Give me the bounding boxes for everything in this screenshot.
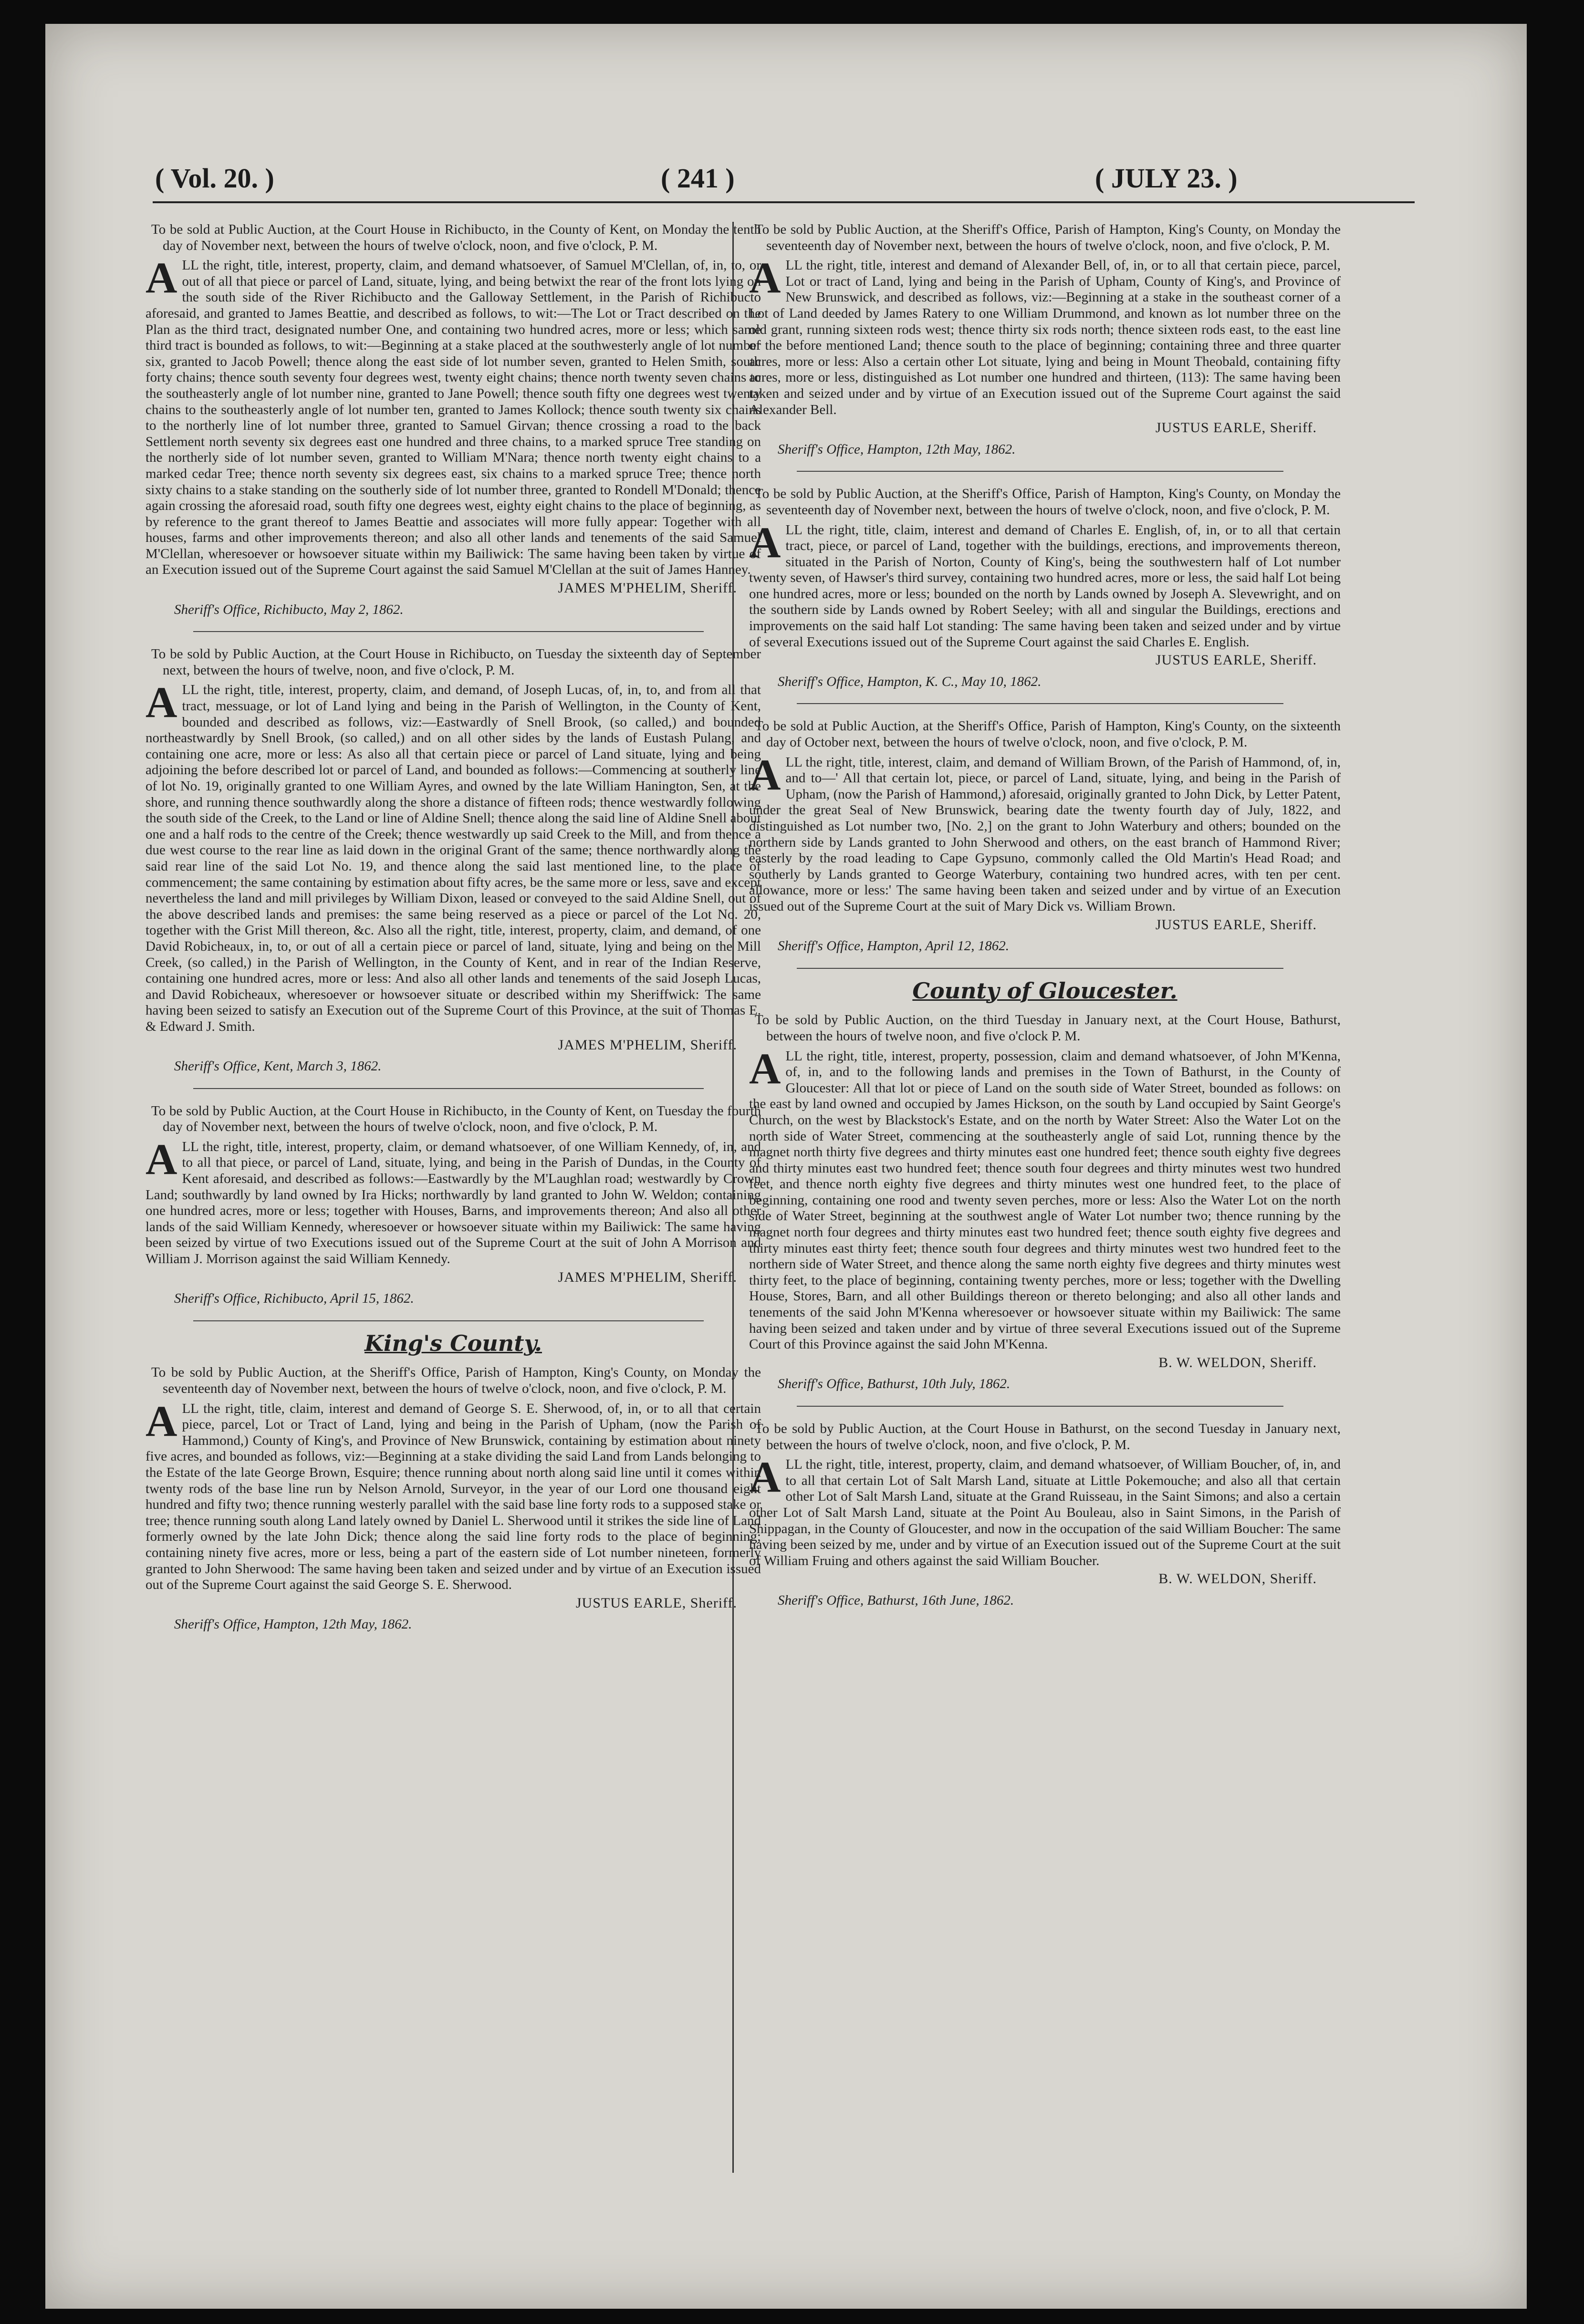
- notice-intro: To be sold at Public Auction, at the Sheriff's Office, Parish of Hampton, King's County, on the sixteenth day of October next, between the hours of twelve o'clock, noon, and five o'clock, P. M.: [755, 718, 1341, 750]
- notice-body-text: LL the right, title, interest and demand of Alexander Bell, of, in, or to all that certain piece, parcel, Lot or tract of Land, lying and being in the Parish of Upham, County of King's, and Province of New Brunswick, and described as follows, viz:—Beginning at a stake in the southeast corner of a Lot of Land deeded by James Ratery to one William Drummond, and known as lot number three on the old grant, running sixteen rods west; thence thirty six rods north; thence sixteen rods east, to the east line of the before mentioned Land; thence south to the place of beginning; containing three and three quarter acres, more or less: Also a certain other Lot situate, lying and being in Mount Theobald, containing fifty acres, more or less, distinguished as Lot number one hundred and thirteen, (113): The same having been taken and seized under and by virtue of an Execution issued out of the Supreme Court against the said Alexander Bell.: [749, 258, 1341, 417]
- sheriff-signature: JUSTUS EARLE, Sheriff.: [1155, 916, 1317, 933]
- notice-body: [146, 253, 761, 578]
- sheriff-notice: [749, 977, 1341, 1407]
- office-dateline: Sheriff's Office, Hampton, 12th May, 1862.: [778, 441, 1016, 457]
- drop-cap: A: [146, 1134, 177, 1183]
- office-dateline: Sheriff's Office, Richibucto, April 15, 1862.: [174, 1291, 414, 1307]
- county-heading: County of Gloucester.: [912, 977, 1178, 1004]
- sheriff-notice: [146, 222, 761, 632]
- notice-intro: To be sold by Public Auction, at the Court House in Richibucto, on Tuesday the sixteenth day of September next, between the hours of twelve, noon, and five o'clock, P. M.: [151, 646, 761, 678]
- header-rule: [153, 201, 1415, 203]
- drop-cap: A: [146, 678, 177, 727]
- drop-cap: A: [749, 1452, 781, 1502]
- right-column: [749, 222, 1341, 1623]
- left-column: [146, 222, 761, 1647]
- drop-cap: A: [749, 1044, 781, 1093]
- page-number: ( 241 ): [661, 163, 735, 194]
- notice-body: [749, 1044, 1341, 1353]
- notice-body-text: LL the right, title, interest, property, claim, and demand, of Joseph Lucas, of, in, to, and from all that tract, messuage, or lot of Land lying and being in the Parish of Wellington, in the County of Kent, bounded and described as follows, viz:—Eastwardly of Snell Brook, (so called,) and bounded northeastwardly by Snell Brook, (so called,) and on all other sides by the lands of Eustash Pulang, and containing one acre, more or less: As also all that certain piece or parcel of Land situate, lying and being adjoining the before described lot or parcel of Land, and bounded as follows:—Commencing at southerly line of lot No. 19, originally granted to one William Ayres, and owned by the late William Hanington, Sen, at the shore, and running thence southwardly along the shore a distance of fifteen rods; thence westwardly following the south side of the Creek, to the Land or line of Aldine Snell; thence along the said line of Aldine Snell about one and a half rods to the centre of the Creek; thence westwardly up said Creek to the Mill, and from thence a due west course to the rear line as laid down in the original Grant of the same; thence northwardly along the said rear line of the said Lot No. 19, and thence along the said last mentioned line, to the place of commencement; the same containing by estimation about fifty acres, be the same more or less, save and except nevertheless the land and mill privileges by William Dixon, leased or conveyed to the said Aldine Snell, out of the above described lands and premises: the same being reserved as a piece or parcel of the Lot No. 20, together with the Grist Mill thereon, &c. Also all the right, title, interest, property, claim, and demand, of one David Robicheaux, in, to, or out of all a certain piece or parcel of land, situate, lying and being on the Mill Creek, (so called,) in the Parish of Wellington, in the County of Kent, and in rear of the Indian Reserve, containing one hundred acres, more or less: And also all other lands and tenements of the said Joseph Lucas, and David Robicheaux, wheresoever or howsoever situate or described within my Sheriffwick: The same having been seized to satisfy an Execution out of the Supreme Court of this Province, at the suit of Thomas E. & Edward J. Smith.: [146, 682, 761, 1034]
- sheriff-notice: [146, 1103, 761, 1321]
- county-heading: King's County.: [365, 1330, 542, 1356]
- sheriff-notice: [749, 222, 1341, 472]
- sheriff-signature: JUSTUS EARLE, Sheriff.: [575, 1595, 737, 1611]
- sheriff-signature: JAMES M'PHELIM, Sheriff.: [558, 1037, 737, 1053]
- notice-body: [749, 518, 1341, 651]
- notice-body: [146, 1134, 761, 1267]
- sheriff-signature: JUSTUS EARLE, Sheriff.: [1155, 652, 1317, 668]
- sheriff-signature: JUSTUS EARLE, Sheriff.: [1155, 420, 1317, 436]
- notice-intro: To be sold by Public Auction, at the Sheriff's Office, Parish of Hampton, King's County, on Monday the seventeenth day of November next, between the hours of twelve o'clock, noon, and five o'clock, P. M.: [151, 1365, 761, 1396]
- page-header: [45, 143, 1527, 200]
- notice-intro: To be sold at Public Auction, at the Court House in Richibucto, in the County of Kent, on Monday the tenth day of November next, between the hours of twelve o'clock, noon, and five o'clock, P. M.: [151, 222, 761, 253]
- sheriff-signature: JAMES M'PHELIM, Sheriff.: [558, 580, 737, 596]
- notice-separator: [193, 1320, 704, 1321]
- drop-cap: A: [749, 518, 781, 567]
- notice-intro: To be sold by Public Auction, at the Sheriff's Office, Parish of Hampton, King's County, on Monday the seventeenth day of November next, between the hours of twelve o'clock, noon, and five o'clock, P. M.: [755, 486, 1341, 518]
- notice-intro: To be sold by Public Auction, at the Sheriff's Office, Parish of Hampton, King's County, on Monday the seventeenth day of November next, between the hours of twelve o'clock, noon, and five o'clock, P. M.: [755, 222, 1341, 253]
- office-dateline: Sheriff's Office, Kent, March 3, 1862.: [174, 1058, 382, 1074]
- notice-body: [749, 750, 1341, 915]
- notice-intro: To be sold by Public Auction, on the third Tuesday in January next, at the Court House, Bathurst, between the hours of twelve noon, and five o'clock P. M.: [755, 1012, 1341, 1044]
- drop-cap: A: [749, 750, 781, 799]
- notice-body-text: LL the right, title, claim, interest and demand of Charles E. English, of, in, or to all that certain tract, piece, or parcel of Land, together with the buildings, erections, and improvements thereon, situated in the Parish of Norton, County of King's, being the southwestern half of Lot number twenty seven, of Hawser's third survey, containing two hundred acres, more or less, the said half Lot being one hundred acres, more or less; bounded on the north by Lands owned by Joseph A. Slevewright, and on the southern side by Lands owned by Robert Seeley; with all and singular the Buildings, erections and improvements on the said half Lot standing: The same having been taken and seized under and by virtue of several Executions issued out of the Supreme Court against the said Charles E. English.: [749, 522, 1341, 650]
- notice-intro: To be sold by Public Auction, at the Court House in Richibucto, in the County of Kent, on Tuesday the fourth day of November next, between the hours of twelve o'clock, noon, and five o'clock, P. M.: [151, 1103, 761, 1135]
- office-dateline: Sheriff's Office, Richibucto, May 2, 1862.: [174, 602, 404, 617]
- notice-body: [749, 253, 1341, 418]
- notice-body-text: LL the right, title, claim, interest and demand of George S. E. Sherwood, of, in, or to all that certain piece, parcel, Lot or Tract of Land, lying and being in the Parish of Upham, (now the Parish of Hammond,) County of King's, and Province of New Brunswick, containing by estimation about ninety five acres, and bounded as follows, viz:—Beginning at a stake dividing the said Land from Lands belonging to the Estate of the late George Brown, Esquire; thence running about north along said line until it comes within twenty rods of the base line run by Nelson Arnold, Surveyor, in the year of our Lord one thousand eight hundred and fifty two; thence running westerly parallel with the said base line forty rods to a supposed stake or tree; thence running south along Land lately owned by Daniel L. Sherwood until it strikes the side line of Land formerly owned by the late John Dick; thence along the said line forty rods to the place of beginning; containing ninety five acres, more or less, being a part of the eastern side of Lot number nineteen, formerly granted to John Sherwood: The same having been taken and seized under and by virtue of an Execution issued out of the Supreme Court against the said George S. E. Sherwood.: [146, 1401, 761, 1593]
- office-dateline: Sheriff's Office, Bathurst, 16th June, 1862.: [778, 1592, 1014, 1608]
- office-dateline: Sheriff's Office, Bathurst, 10th July, 1862.: [778, 1376, 1011, 1392]
- notice-separator: [797, 1406, 1283, 1407]
- issue-date: ( JULY 23. ): [1095, 163, 1238, 194]
- notice-separator: [797, 968, 1283, 969]
- notice-body: [749, 1452, 1341, 1569]
- volume-number: ( Vol. 20. ): [155, 163, 274, 194]
- sheriff-notice: [749, 486, 1341, 704]
- sheriff-notice: [749, 1421, 1341, 1609]
- notice-body: [146, 678, 761, 1035]
- drop-cap: A: [749, 253, 781, 302]
- sheriff-signature: JAMES M'PHELIM, Sheriff.: [558, 1269, 737, 1285]
- notice-separator: [797, 703, 1283, 704]
- notice-body-text: LL the right, title, interest, property, claim, or demand whatsoever, of one William Kennedy, of, in, and to all that piece, or parcel of Land, situate, lying, and being in the Parish of Dundas, in the County of Kent aforesaid, and described as follows:—Eastwardly by the M'Laughlan road; westwardly by Crown Land; southwardly by land owned by Ira Hicks; northwardly by land granted to John W. Weldon; containing one hundred acres, more or less; together with Houses, Barns, and improvements thereon; And also all other lands of the said William Kennedy, wheresoever or howsoever situate within my Bailiwick: The same having been seized by virtue of two Executions issued out of the Supreme Court at the suit of John A Morrison and William J. Morrison against the said William Kennedy.: [146, 1139, 761, 1267]
- sheriff-notice: [146, 646, 761, 1089]
- office-dateline: Sheriff's Office, Hampton, April 12, 1862.: [778, 938, 1009, 954]
- newspaper-page: [45, 24, 1527, 2309]
- notice-separator: [193, 631, 704, 632]
- office-dateline: Sheriff's Office, Hampton, 12th May, 1862.: [174, 1617, 412, 1632]
- notice-body-text: LL the right, title, interest, property, claim, and demand whatsoever, of Samuel M'Clellan, of, in, to, or out of all that piece or parcel of Land, situate, lying, and being betwixt the rear of the front lots lying on the south side of the River Richibucto and the Galloway Settlement, in the Parish of Richibucto aforesaid, and granted to James Beattie, and described as follows, to wit:—The Lot or Tract described on the Plan as the third tract, designated number One, and containing two hundred acres, more or less; which same third tract is bounded as follows, to wit:—Beginning at a stake placed at the southwesterly angle of lot number six, granted to Jacob Powell; thence along the east side of lot number seven, granted to Helen Smith, south forty chains; thence south seventy four degrees west, twenty eight chains; thence north twenty seven chains to the southeasterly angle of lot number nine, granted to Jane Powell; thence south fifty one degrees west twenty chains to the southeasterly angle of lot number ten, granted to James Kollock; thence south twenty six chains to the northerly line of lot number three, granted to Samuel Girvan; thence crossing a road to the back Settlement north seventy six degrees east one hundred and three chains, to a marked spruce Tree standing on the northerly side of lot number seven, granted to William M'Nara; thence north twenty eight chains to a marked cedar Tree; thence north seventy six degrees east, six chains to a marked spruce Tree; thence north sixty chains to a stake standing on the southerly side of lot number three, granted to Rondell M'Donald; thence again crossing the aforesaid road, south fifty one degrees west, eighty eight chains to the place of beginning, as by reference to the grant thereof to James Beattie and associates will more fully appear: Together with all houses, farms and other improvements thereon; and also all other lands and tenements of the said Samuel M'Clellan, wheresoever or howsoever situate within my Bailiwick: The same having been taken by virtue of an Execution issued out of the Supreme Court against the said Samuel M'Clellan at the suit of James Hanney.: [146, 258, 761, 578]
- notice-intro: To be sold by Public Auction, at the Court House in Bathurst, on the second Tuesday in January next, between the hours of twelve o'clock, noon, and five o'clock, P. M.: [755, 1421, 1341, 1452]
- notice-separator: [193, 1088, 704, 1089]
- sheriff-signature: B. W. WELDON, Sheriff.: [1158, 1354, 1317, 1370]
- notice-separator: [797, 471, 1283, 472]
- sheriff-signature: B. W. WELDON, Sheriff.: [1158, 1571, 1317, 1587]
- sheriff-notice: [749, 718, 1341, 968]
- notice-body: [146, 1396, 761, 1593]
- sheriff-notice: [146, 1330, 761, 1633]
- notice-body-text: LL the right, title, interest, claim, and demand of William Brown, of the Parish of Hammond, of, in, and to—' All that certain lot, piece, or parcel of Land, situate, lying, and being in the Parish of Upham, (now the Parish of Hammond,) aforesaid, originally granted to John Dick, by Letter Patent, under the great Seal of New Brunswick, bearing date the twenty fourth day of July, 1822, and distinguished as Lot number two, [No. 2,] on the grant to John Waterbury and others; bounded on the northern side by Lands granted to John Sherwood and others, on the east branch of Hammond River; easterly by the road leading to Cape Gypsuno, commonly called the Old Martin's Head Road; and southerly by Lands granted to George Waterbury, containing two hundred acres, with ten per cent. allowance, more or less:' The same having been taken and seized under and by virtue of an Execution issued out of the Supreme Court at the suit of Mary Dick vs. William Brown.: [749, 754, 1341, 914]
- office-dateline: Sheriff's Office, Hampton, K. C., May 10, 1862.: [778, 674, 1042, 689]
- notice-body-text: LL the right, title, interest, property, possession, claim and demand whatsoever, of John M'Kenna, of, in, and to the following lands and premises in the Town of Bathurst, in the County of Gloucester: All that lot or piece of Land on the south side of Water Street, bounded as follows: on the east by land owned and occupied by James Hickson, on the south by Land occupied by Saint George's Church, on the west by Blackstock's Estate, and on the north by Water Street: Also the Water Lot on the north side of Water Street, commencing at the southeasterly angle of said Lot, running thence by the magnet north thirty five degrees and thirty minutes east one hundred feet; thence south eighty five degrees and thirty minutes east two hundred feet; thence south four degrees and thirty minutes west two hundred feet, and thence north eighty five degrees and thirty minutes west one hundred feet, to the place of beginning, containing one rood and twenty seven perches, more or less: Also the Water Lot on the north side of Water Street, beginning at the southwest angle of Water Lot number two; thence running by the magnet north four degrees and thirty minutes east two hundred feet; thence south eighty five degrees and thirty minutes east thirty feet; thence south four degrees and thirty minutes west two hundred feet to the northern side of Water Street, and thence along the same north eighty five degrees and thirty minutes west thirty feet, to the place of beginning, containing twenty perches, more or less; together with the Dwelling House, Stores, Barn, and all other Buildings thereon or thereto belonging; and also all other lands and tenements of the said John M'Kenna wheresoever or howsoever situate within my Bailiwick: The same having been seized and taken under and by virtue of three several Executions issued out of the Supreme Court of this Province against the said John M'Kenna.: [749, 1048, 1341, 1352]
- notice-body-text: LL the right, title, interest, property, claim, and demand whatsoever, of William Boucher, of, in, and to all that certain Lot of Salt Marsh Land, situate at Little Pokemouche; and also all that certain other Lot of Salt Marsh Land, situate at the Grand Ruisseau, in the Saint Simons; and also a certain other Lot of Salt Marsh Land, situate at the Point Au Bouleau, also in Saint Simons, in the Parish of Shippagan, in the County of Gloucester, and now in the occupation of the said William Boucher: The same having been seized by me, under and by virtue of an Execution issued out of the Supreme Court at the suit of William Fruing and others against the said William Boucher.: [749, 1457, 1341, 1568]
- drop-cap: A: [146, 253, 177, 302]
- drop-cap: A: [146, 1396, 177, 1445]
